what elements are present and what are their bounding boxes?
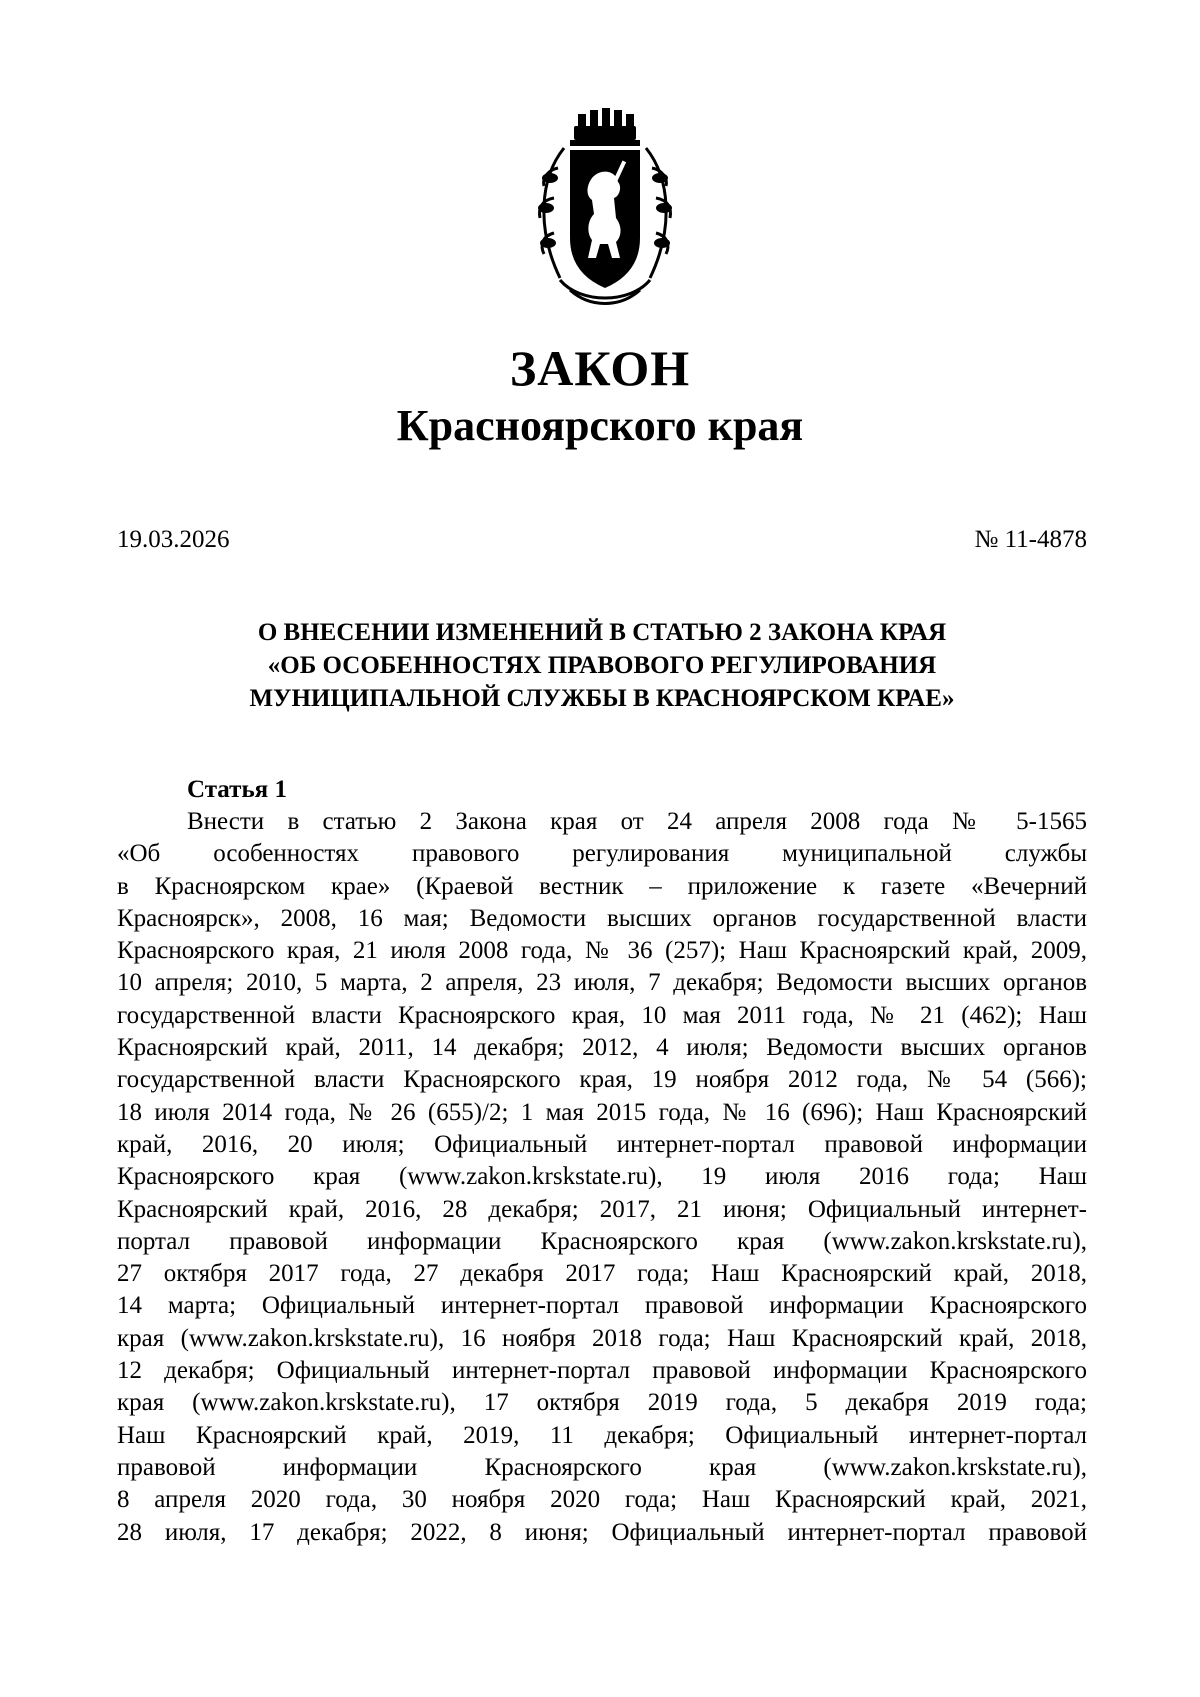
article-line: 8 апреля 2020 года, 30 ноября 2020 года; Наш Красноярский край, 2021, — [117, 1486, 1087, 1514]
article-line: 28 июля, 17 декабря; 2022, 8 июня; Официальный интернет-портал правовой — [117, 1518, 1087, 1546]
article-line: 27 октября 2017 года, 27 декабря 2017 года; Наш Красноярский край, 2018, — [117, 1260, 1087, 1288]
article-line: Красноярск», 2008, 16 мая; Ведомости высших органов государственной власти — [117, 904, 1087, 932]
article-line: государственной власти Красноярского края, 19 ноября 2012 года, № 54 (566); — [117, 1066, 1087, 1094]
article-line: Внести в статью 2 Закона края от 24 апреля 2008 года № 5-1565 — [187, 808, 1087, 835]
article-line: край, 2016, 20 июля; Официальный интернет-портал правовой информации — [117, 1130, 1087, 1158]
law-title: ЗАКОН — [509, 340, 691, 396]
article-line: Красноярского края (www.zakon.krskstate.ru), 19 июля 2016 года; Наш — [117, 1163, 1087, 1191]
coat-of-arms-icon — [530, 108, 680, 313]
article-line: края (www.zakon.krskstate.ru), 16 ноября 2018 года; Наш Красноярский край, 2018, — [117, 1324, 1087, 1352]
article-body — [117, 806, 1087, 1549]
heading-line: МУНИЦИПАЛЬНОЙ СЛУЖБЫ В КРАСНОЯРСКОМ КРАЕ» — [249, 685, 955, 712]
article-line: края (www.zakon.krskstate.ru), 17 октября 2019 года, 5 декабря 2019 года; — [117, 1389, 1087, 1417]
article-line: Красноярский край, 2011, 14 декабря; 2012, 4 июля; Ведомости высших органов — [117, 1034, 1087, 1062]
article-line: правовой информации Красноярского края (www.zakon.krskstate.ru), — [117, 1453, 1087, 1481]
article-title: Статья 1 — [187, 776, 287, 803]
article-line: Красноярский край, 2016, 28 декабря; 2017, 21 июня; Официальный интернет- — [117, 1195, 1087, 1223]
article-line: 14 марта; Официальный интернет-портал правовой информации Красноярского — [117, 1292, 1087, 1320]
article-line: 10 апреля; 2010, 5 марта, 2 апреля, 23 июля, 7 декабря; Ведомости высших органов — [117, 969, 1087, 997]
article-line: портал правовой информации Красноярского края (www.zakon.krskstate.ru), — [117, 1227, 1087, 1255]
document-number: № 11-4878 — [974, 526, 1087, 553]
document-date: 19.03.2026 — [117, 526, 230, 553]
article-line: «Об особенностях правового регулирования муниципальной службы — [117, 840, 1087, 868]
article-line: 12 декабря; Официальный интернет-портал правовой информации Красноярского — [117, 1357, 1087, 1385]
article-line: Наш Красноярский край, 2019, 11 декабря; Официальный интернет-портал — [117, 1421, 1087, 1449]
heading-line: «ОБ ОСОБЕННОСТЯХ ПРАВОВОГО РЕГУЛИРОВАНИЯ — [267, 652, 937, 679]
law-region-subtitle: Красноярского края — [396, 401, 804, 450]
article-line: государственной власти Красноярского края, 10 мая 2011 года, № 21 (462); Наш — [117, 1001, 1087, 1029]
article-line: в Красноярском крае» (Краевой вестник – приложение к газете «Вечерний — [117, 872, 1087, 900]
article-line: Красноярского края, 21 июля 2008 года, № 36 (257); Наш Красноярский край, 2009, — [117, 937, 1087, 965]
heading-line: О ВНЕСЕНИИ ИЗМЕНЕНИЙ В СТАТЬЮ 2 ЗАКОНА КРАЯ — [257, 619, 947, 646]
document-heading — [117, 616, 1087, 715]
article-line: 18 июля 2014 года, № 26 (655)/2; 1 мая 2015 года, № 16 (696); Наш Красноярский — [117, 1098, 1087, 1126]
